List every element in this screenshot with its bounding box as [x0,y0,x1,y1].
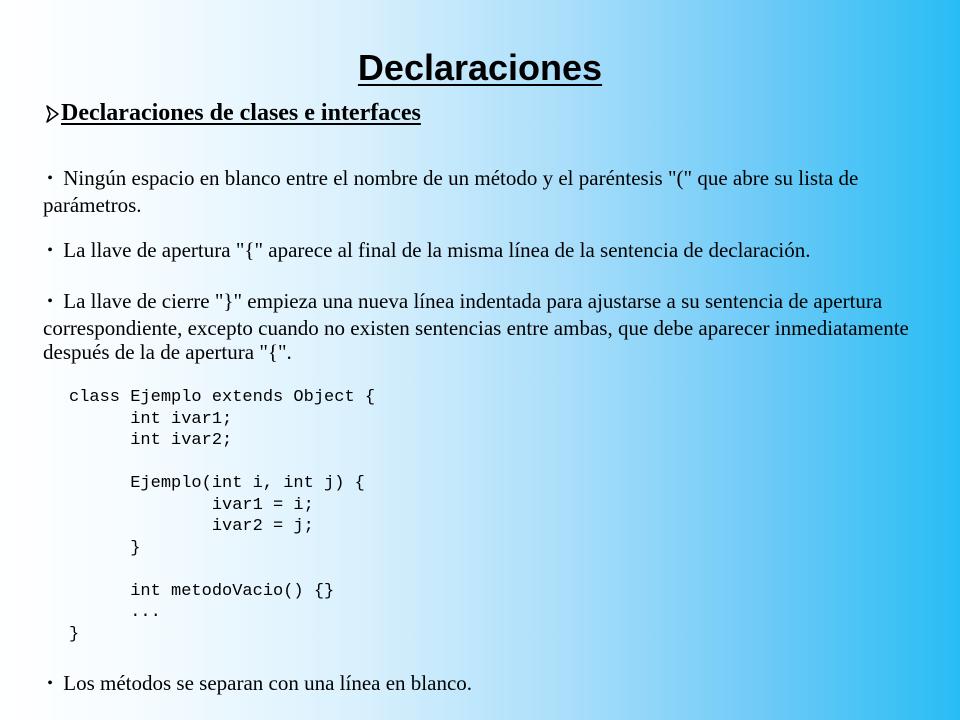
code-line: } [69,538,141,558]
section-subtitle: Declaraciones de clases e interfaces [61,100,421,126]
bullet-text: Los métodos se separan con una línea en blanco. [63,671,473,695]
bullet-text: La llave de apertura "{" aparece al final de la misma línea de la sentencia de declaración. [63,238,811,262]
code-line [69,452,375,474]
arrow-icon [45,104,60,124]
code-line: Ejemplo(int i, int j) { [69,474,365,493]
bullet-item [43,238,928,265]
bullet-item [43,289,928,364]
bullet-text: Ningún espacio en blanco entre el nombre de un método y el paréntesis "(" que abre su lista de parámetros. [43,166,859,217]
bullet-icon: • [47,293,53,310]
code-line: class Ejemplo extends Object { [69,388,376,407]
subtitle-row [45,98,421,128]
code-line [69,559,375,581]
slide-title: Declaraciones [357,47,603,88]
code-line: int ivar2; [69,431,233,450]
code-example [69,387,375,645]
code-line: int metodoVacio() {} [69,581,335,601]
code-line: } [69,624,80,644]
code-line: ivar1 = i; [69,495,314,515]
code-line: ivar2 = j; [69,517,314,536]
bullet-item [43,671,928,698]
bullet-icon: • [47,242,53,259]
code-line: ... [69,603,161,622]
bullet-icon: • [47,675,53,692]
bullet-item [43,166,928,217]
bullet-icon: • [47,170,53,187]
code-line: int ivar1; [69,409,233,429]
bullet-text: La llave de cierre "}" empieza una nueva línea indentada para ajustarse a su sentencia de apertura correspondiente, excepto cuando no existen sentencias entre ambas, que debe aparecer inmediatamente después de la de apertura "{". [43,289,909,364]
